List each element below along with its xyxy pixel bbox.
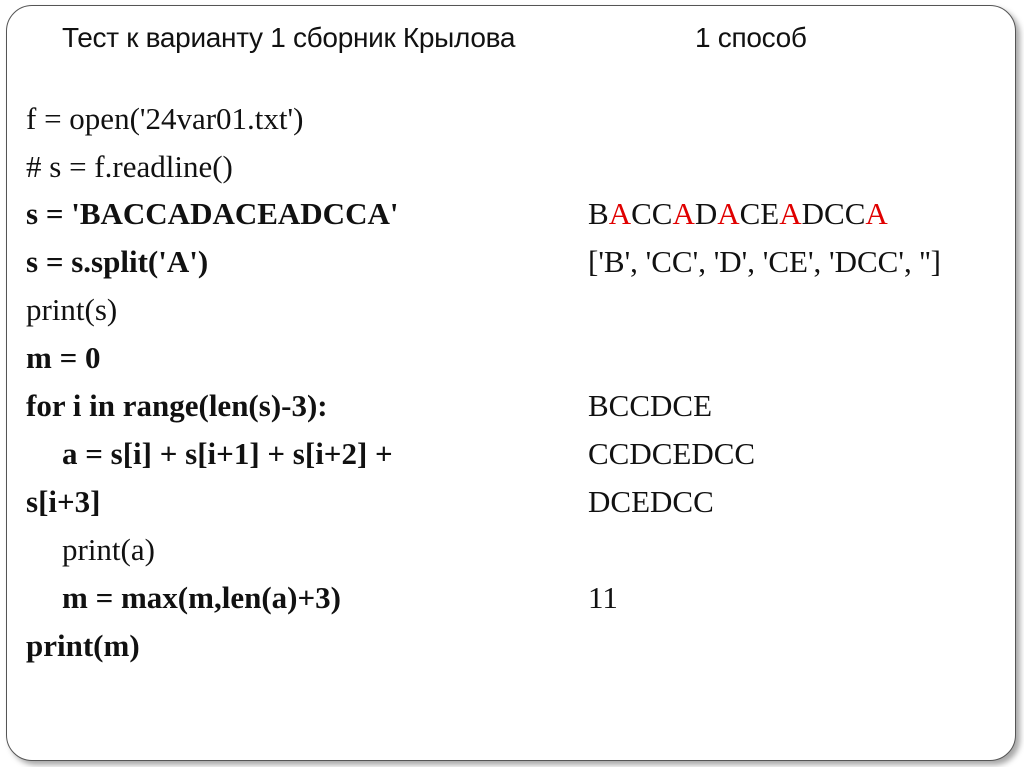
code-line-print-s: print(s) (26, 292, 118, 327)
output-split-result: ['B', 'CC', 'D', 'CE', 'DCC', ''] (588, 244, 941, 279)
output-a-1: BCCDCE (588, 388, 713, 423)
output-a-3: DCEDCC (588, 484, 714, 519)
code-line-split: s = s.split('A') (26, 244, 209, 279)
title-method: 1 способ (695, 22, 807, 53)
code-line-print-m: print(m) (26, 628, 140, 663)
string-part: D (694, 196, 718, 231)
title-text: Тест к варианту 1 сборник Крылова (62, 22, 516, 53)
code-line-init-m: m = 0 (26, 340, 101, 375)
code-line-concat: a = s[i] + s[i+1] + s[i+2] + (62, 436, 393, 471)
string-part: CC (631, 196, 673, 231)
string-part-separator: A (865, 196, 888, 231)
output-a-2: CCDCEDCC (588, 436, 756, 471)
slide-title (62, 22, 807, 54)
output-string (588, 198, 888, 229)
string-part-separator: A (672, 196, 695, 231)
code-line-concat-cont: s[i+3] (26, 484, 101, 519)
code-line-open-file: f = open('24var01.txt') (26, 101, 304, 136)
string-part: CE (739, 196, 780, 231)
code-line-for-loop: for i in range(len(s)-3): (26, 388, 328, 423)
string-part: DCC (801, 196, 866, 231)
code-line-assign-string: s = 'BACCADACEADCCA' (26, 196, 399, 231)
string-part-separator: A (717, 196, 740, 231)
code-line-max: m = max(m,len(a)+3) (62, 580, 341, 615)
code-line-print-a: print(a) (62, 532, 155, 567)
string-part-separator: A (779, 196, 802, 231)
string-part: B (588, 196, 609, 231)
string-part-separator: A (608, 196, 632, 231)
code-line-readline-comment: # s = f.readline() (26, 149, 233, 184)
output-result: 11 (588, 580, 618, 615)
